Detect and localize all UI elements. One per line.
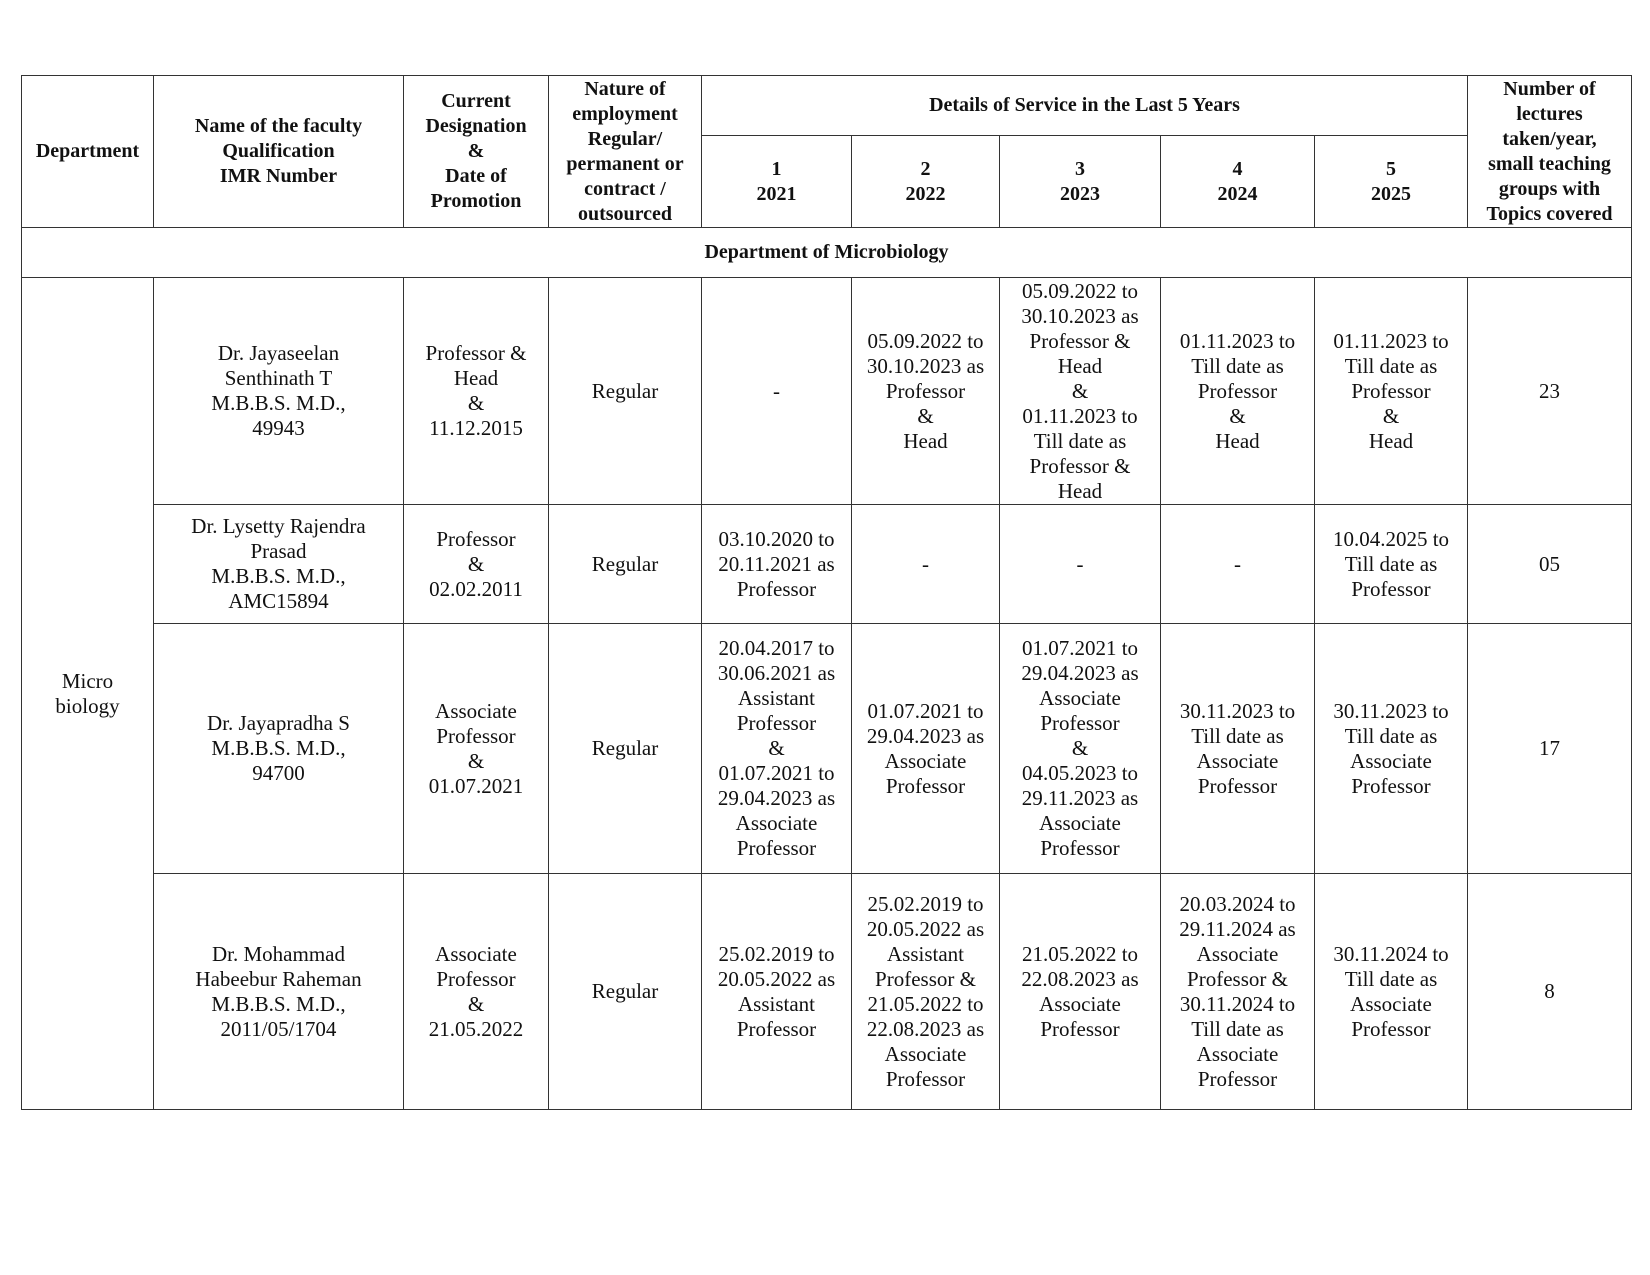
lectures-count: 23 — [1468, 278, 1632, 505]
service-year-5: 01.11.2023 to Till date as Professor & Head — [1315, 278, 1468, 505]
service-year-4: 01.11.2023 to Till date as Professor & Head — [1161, 278, 1315, 505]
faculty-name: Dr. Jayapradha S M.B.B.S. M.D., 94700 — [154, 624, 404, 874]
faculty-designation: Professor & 02.02.2011 — [404, 505, 549, 624]
employment-nature: Regular — [549, 874, 702, 1110]
service-year-3: 01.07.2021 to 29.04.2023 as Associate Professor & 04.05.2023 to 29.11.2023 as Associate Professor — [1000, 624, 1161, 874]
header-year-3: 3 2023 — [1000, 136, 1161, 228]
lectures-count: 17 — [1468, 624, 1632, 874]
section-row — [22, 228, 1632, 278]
employment-nature: Regular — [549, 278, 702, 505]
faculty-designation: Associate Professor & 21.05.2022 — [404, 874, 549, 1110]
header-designation: Current Designation & Date of Promotion — [404, 76, 549, 228]
service-year-2: 25.02.2019 to 20.05.2022 as Assistant Professor & 21.05.2022 to 22.08.2023 as Associate Professor — [852, 874, 1000, 1110]
service-year-5: 10.04.2025 to Till date as Professor — [1315, 505, 1468, 624]
header-year-4: 4 2024 — [1161, 136, 1315, 228]
service-year-3: 21.05.2022 to 22.08.2023 as Associate Professor — [1000, 874, 1161, 1110]
employment-nature: Regular — [549, 624, 702, 874]
table-row — [22, 624, 1632, 874]
faculty-name: Dr. Jayaseelan Senthinath T M.B.B.S. M.D., 49943 — [154, 278, 404, 505]
header-name: Name of the faculty Qualification IMR Number — [154, 76, 404, 228]
service-year-2: 05.09.2022 to 30.10.2023 as Professor & Head — [852, 278, 1000, 505]
service-year-2: 01.07.2021 to 29.04.2023 as Associate Professor — [852, 624, 1000, 874]
service-year-1: - — [702, 278, 852, 505]
service-year-1: 20.04.2017 to 30.06.2021 as Assistant Professor & 01.07.2021 to 29.04.2023 as Associate Professor — [702, 624, 852, 874]
lectures-count: 05 — [1468, 505, 1632, 624]
header-department: Department — [22, 76, 154, 228]
header-year-1: 1 2021 — [702, 136, 852, 228]
service-year-1: 25.02.2019 to 20.05.2022 as Assistant Professor — [702, 874, 852, 1110]
header-year-2: 2 2022 — [852, 136, 1000, 228]
lectures-count: 8 — [1468, 874, 1632, 1110]
service-year-3: - — [1000, 505, 1161, 624]
header-nature: Nature of employment Regular/ permanent or contract / outsourced — [549, 76, 702, 228]
table-row — [22, 278, 1632, 505]
service-year-4: - — [1161, 505, 1315, 624]
service-year-3: 05.09.2022 to 30.10.2023 as Professor & Head & 01.11.2023 to Till date as Professor & Head — [1000, 278, 1161, 505]
service-year-5: 30.11.2024 to Till date as Associate Professor — [1315, 874, 1468, 1110]
service-year-4: 20.03.2024 to 29.11.2024 as Associate Professor & 30.11.2024 to Till date as Associate Professor — [1161, 874, 1315, 1110]
table-row — [22, 505, 1632, 624]
employment-nature: Regular — [549, 505, 702, 624]
header-year-5: 5 2025 — [1315, 136, 1468, 228]
faculty-name: Dr. Lysetty Rajendra Prasad M.B.B.S. M.D., AMC15894 — [154, 505, 404, 624]
header-lectures: Number of lectures taken/year, small teaching groups with Topics covered — [1468, 76, 1632, 228]
faculty-name: Dr. Mohammad Habeebur Raheman M.B.B.S. M.D., 2011/05/1704 — [154, 874, 404, 1110]
header-service: Details of Service in the Last 5 Years — [702, 76, 1468, 136]
service-year-4: 30.11.2023 to Till date as Associate Professor — [1161, 624, 1315, 874]
department-cell: Micro biology — [22, 278, 154, 1110]
faculty-service-table — [21, 75, 1632, 1110]
service-year-1: 03.10.2020 to 20.11.2021 as Professor — [702, 505, 852, 624]
section-title: Department of Microbiology — [22, 228, 1632, 278]
faculty-designation: Professor & Head & 11.12.2015 — [404, 278, 549, 505]
header-row-1 — [22, 76, 1632, 136]
service-year-5: 30.11.2023 to Till date as Associate Professor — [1315, 624, 1468, 874]
table-row — [22, 874, 1632, 1110]
faculty-designation: Associate Professor & 01.07.2021 — [404, 624, 549, 874]
service-year-2: - — [852, 505, 1000, 624]
